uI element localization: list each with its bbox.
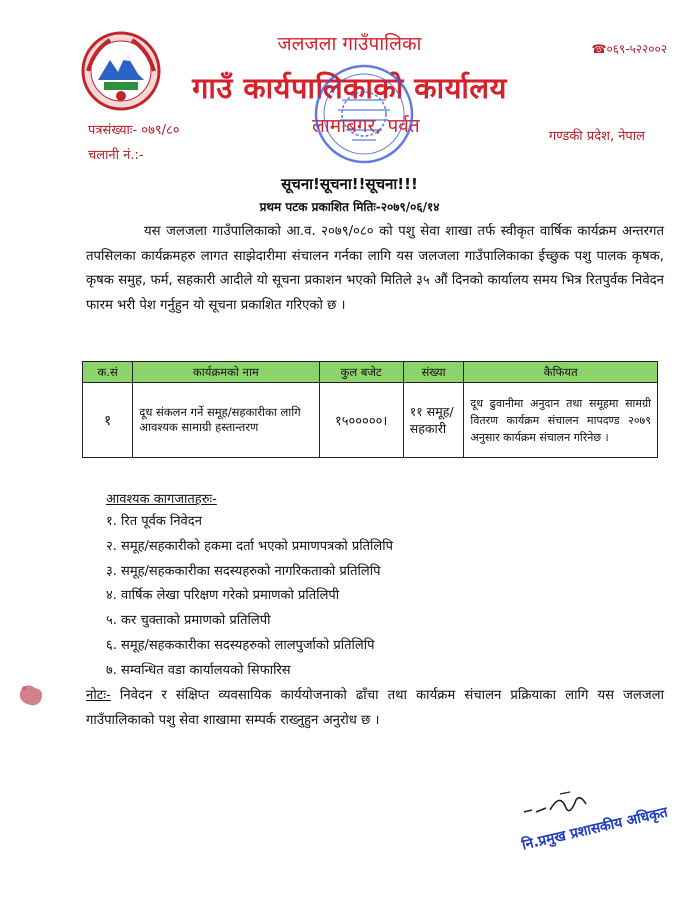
column-header-count: संख्या	[403, 362, 464, 383]
office-title: गाउँ कार्यपालिकाको कार्यालय	[192, 71, 507, 105]
dispatch-number: चलानी नं.:-	[88, 148, 144, 163]
cell-sn: १	[83, 383, 133, 458]
note-text: निवेदन र संक्षिप्त व्यवसायिक कार्ययोजनाको ढाँचा तथा कार्यक्रम संचालन प्रक्रियाका लागि यस जलजला गाउँपालिकाको पशु सेवा शाखामा सम्पर्क राख्नुहुन अनुरोध छ ।	[86, 688, 664, 728]
list-item: ३. समूह/सहककारीका सदस्यहरुको नागरिकताको प्रतिलिपि	[106, 563, 381, 579]
cell-remarks: दूध ढुवानीमा अनुदान तथा समूहमा सामग्री वितरण कार्यक्रम संचालन मापदण्ड २०७९ अनुसार कार्यक्रम संचालन गरिनेछ ।	[464, 383, 658, 458]
publication-date: प्रथम पटक प्रकाशित मितिः-२०७९/०६/१४	[259, 200, 440, 214]
program-table	[82, 361, 658, 458]
column-header-budget: कुल बजेट	[319, 362, 403, 383]
list-item: ६. समूह/सहककारीका सदस्यहरुको लालपुर्जाको प्रतिलिपि	[106, 637, 375, 653]
list-item: २. समूह/सहकारीको हकमा दर्ता भएको प्रमाणपत्रको प्रतिलिपि	[106, 538, 393, 554]
requirements-list	[106, 510, 393, 684]
office-seal-icon	[312, 62, 416, 166]
table-row	[83, 383, 658, 458]
notice-body: यस जलजला गाउँपालिकाको आ.व. २०७९/०८० को पशु सेवा शाखा तर्फ स्वीकृत वार्षिक कार्यक्रम अन्तरगत तपसिलका कार्यक्रमहरु लागत साझेदारीमा संचालन गर्नका लागि यस जलजला गाउँपालिकाका ईच्छुक पशु पालक कृषक, कृषक समुह, फर्म, सहकारी आदीले यो सूचना प्रकाशन भएको मितिले ३५ औं दिनको कार्यालय समय भित्र रितपुर्वक निवेदन फारम भरी पेश गर्नुहुन यो सूचना प्रकाशित गरिएको छ ।	[86, 224, 664, 313]
cell-program-name: दूध संकलन गर्ने समूह/सहकारीका लागि आवश्यक सामाग्री हस्तान्तरण	[133, 383, 319, 458]
list-item: ४. वार्षिक लेखा परिक्षण गरेको प्रमाणको प्रतिलिपी	[106, 588, 340, 604]
requirements-heading: आवश्यक कागजातहरुः-	[106, 492, 217, 507]
ink-smudge-icon	[15, 680, 49, 710]
column-header-remarks: कैफियत	[464, 362, 658, 383]
list-item: ७. सम्वन्धित वडा कार्यालयको सिफारिस	[106, 662, 291, 678]
column-header-program-name: कार्यक्रमको नाम	[133, 362, 319, 383]
cell-budget: १५०००००।	[319, 383, 403, 458]
notice-title: सूचना!सूचना!!सूचना!!!	[281, 175, 418, 193]
note-paragraph	[86, 683, 664, 733]
province-label: गण्डकी प्रदेश, नेपाल	[548, 129, 645, 144]
column-header-sn: क.सं	[83, 362, 133, 383]
list-item: १. रित पूर्वक निवेदन	[106, 514, 202, 529]
note-label: नोटः-	[86, 688, 111, 703]
reference-number: पत्रसंख्याः- ०७९/८०	[88, 123, 180, 138]
signer-title: नि.प्रमुख प्रशासकीय अधिकृत	[520, 804, 670, 854]
list-item: ५. कर चुक्ताको प्रमाणको प्रतिलिपी	[106, 613, 271, 629]
table-header-row	[83, 362, 658, 383]
municipality-name: जलजला गाउँपालिका	[277, 33, 422, 55]
cell-count: ११ समूह/ सहकारी	[403, 383, 464, 458]
phone-number: ☎०६९-५२२००२	[591, 42, 667, 56]
office-address: लामाबगर, पर्वत	[312, 115, 420, 137]
